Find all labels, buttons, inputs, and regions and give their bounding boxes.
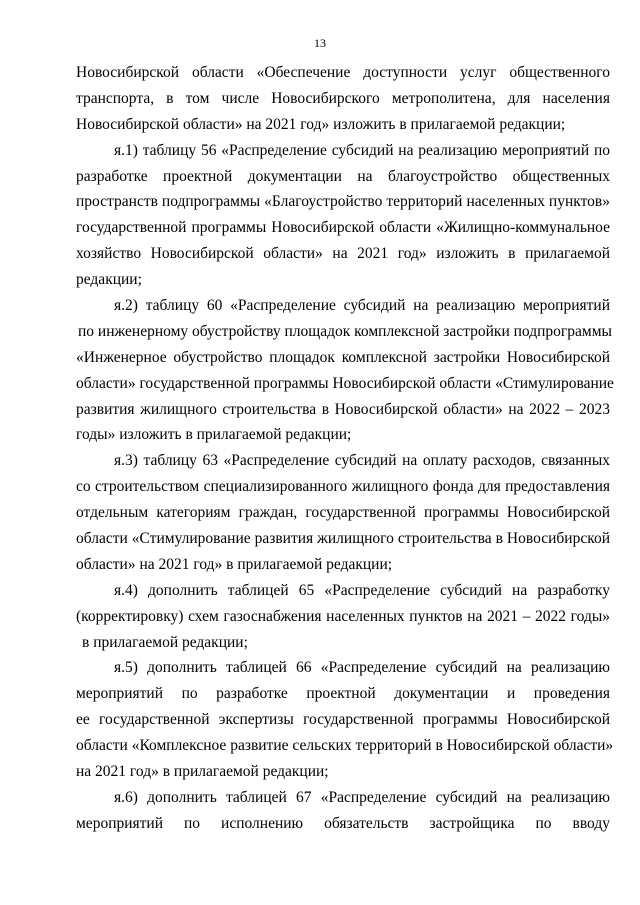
text-line: мероприятий по исполнению обязательств застройщика по вводу xyxy=(76,814,610,832)
text-line: ее государственной экспертизы государственной программы Новосибирской xyxy=(76,711,610,729)
text-line: отдельным категориям граждан, государственной программы Новосибирской xyxy=(76,504,610,522)
text-line: области «Стимулирование развития жилищного строительства в Новосибирской xyxy=(76,530,610,548)
text-line: со строительством специализированного жилищного фонда для предоставления xyxy=(76,478,610,496)
text-line: я.2) таблицу 60 «Распределение субсидий на реализацию мероприятий xyxy=(114,297,610,315)
text-line: хозяйство Новосибирской области» на 2021 год» изложить в прилагаемой xyxy=(76,245,610,263)
text-line: разработке проектной документации на благоустройство общественных xyxy=(76,167,610,185)
text-line: транспорта, в том числе Новосибирского метрополитена, для населения xyxy=(76,89,610,107)
page-number: 13 xyxy=(314,36,326,50)
text-line: Новосибирской области» на 2021 год» изложить в прилагаемой редакции; xyxy=(76,115,566,133)
text-line: области «Комплексное развитие сельских территорий в Новосибирской области» xyxy=(76,737,614,755)
text-line: государственной программы Новосибирской области «Жилищно-коммунальное xyxy=(76,219,610,237)
text-line: в прилагаемой редакции; xyxy=(82,633,248,651)
text-line: Новосибирской области «Обеспечение доступности услуг общественного xyxy=(76,64,610,81)
text-line: области» на 2021 год» в прилагаемой редакции; xyxy=(76,555,393,573)
text-line: области» государственной программы Новосибирской области «Стимулирование xyxy=(76,374,614,392)
text-line: я.3) таблицу 63 «Распределение субсидий на оплату расходов, связанных xyxy=(114,452,610,470)
text-line: развития жилищного строительства в Новосибирской области» на 2022 – 2023 xyxy=(76,400,610,418)
text-line: я.6) дополнить таблицей 67 «Распределение субсидий на реализацию xyxy=(114,788,610,806)
text-line: пространств подпрограммы «Благоустройство территорий населенных пунктов» xyxy=(76,193,610,211)
text-line: я.1) таблицу 56 «Распределение субсидий на реализацию мероприятий по xyxy=(114,141,610,159)
text-line: мероприятий по разработке проектной документации и проведения xyxy=(76,685,610,703)
text-line: я.5) дополнить таблицей 66 «Распределение субсидий на реализацию xyxy=(114,659,610,677)
text-line: по инженерному обустройству площадок комплексной застройки подпрограммы xyxy=(78,322,612,340)
text-line: «Инженерное обустройство площадок комплексной застройки Новосибирской xyxy=(76,348,610,366)
text-line: редакции; xyxy=(76,271,142,289)
document-body xyxy=(76,60,614,837)
text-line: на 2021 год» в прилагаемой редакции; xyxy=(76,763,329,781)
text-line: годы» изложить в прилагаемой редакции; xyxy=(76,426,352,444)
text-line: (корректировку) схем газоснабжения населенных пунктов на 2021 – 2022 годы» xyxy=(76,607,610,625)
text-line: я.4) дополнить таблицей 65 «Распределение субсидий на разработку xyxy=(114,581,610,599)
